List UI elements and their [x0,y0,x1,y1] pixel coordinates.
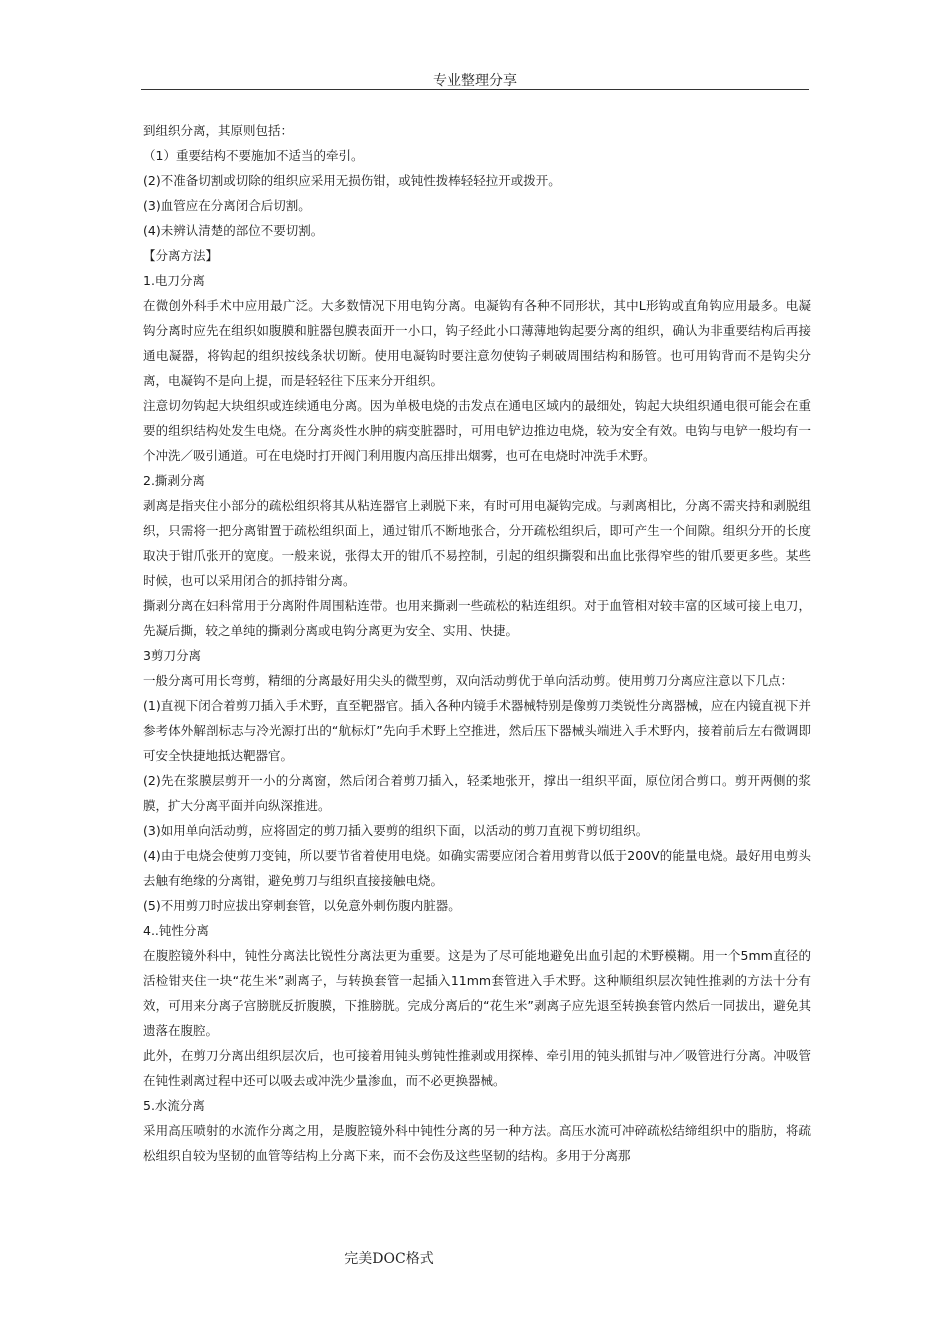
paragraph: (4)未辨认清楚的部位不要切割。 [143,223,324,238]
paragraph: (3)如用单向活动剪，应将固定的剪刀插入要剪的组织下面，以活动的剪刀直视下剪切组织。 [143,823,649,838]
paragraph: 一般分离可用长弯剪，精细的分离最好用尖头的微型剪，双向活动剪优于单向活动剪。使用剪刀分离应注意以下几点： [143,673,794,688]
paragraph: 此外，在剪刀分离出组织层次后，也可接着用钝头剪钝性推剥或用探棒、牵引用的钝头抓钳与冲／吸管进行分离。冲吸管在钝性剥离过程中还可以吸去或冲洗少量渗血，而不必更换器械。 [143,1048,811,1088]
paragraph: （1）重要结构不要施加不适当的牵引。 [143,148,364,163]
paragraph: 剥离是指夹住小部分的疏松组织将其从粘连器官上剥脱下来，有时可用电凝钩完成。与剥离相比，分离不需夹持和剥脱组织，只需将一把分离钳置于疏松组织面上，通过钳爪不断地张合，分开疏松组织后，即可产生一个间隙。组织分开的长度取决于钳爪张开的宽度。一般来说，张得太开的钳爪不易控制，引起的组织撕裂和出血比张得窄些的钳爪要更多些。某些时候，也可以采用闭合的抓持钳分离。 [143,498,811,588]
paragraph: (3)血管应在分离闭合后切割。 [143,198,311,213]
subsection-heading: 5.水流分离 [143,1098,205,1113]
document-body [143,118,811,1168]
paragraph: (4)由于电烧会使剪刀变钝，所以要节省着使用电烧。如确实需要应闭合着用剪背以低于200V的能量电烧。最好用电剪头去触有绝缘的分离钳，避免剪刀与组织直接接触电烧。 [143,848,811,888]
paragraph: (2)不准备切割或切除的组织应采用无损伤钳，或钝性拨棒轻轻拉开或拨开。 [143,173,561,188]
paragraph: 采用高压喷射的水流作分离之用，是腹腔镜外科中钝性分离的另一种方法。高压水流可冲碎疏松结缔组织中的脂肪，将疏松组织自较为坚韧的血管等结构上分离下来，而不会伤及这些坚韧的结构。多用于分离那 [143,1123,811,1163]
page-header-title: 专业整理分享 [433,73,517,89]
paragraph: (5)不用剪刀时应拔出穿刺套管，以免意外刺伤腹内脏器。 [143,898,461,913]
subsection-heading: 2.撕剥分离 [143,473,205,488]
paragraph: 在微创外科手术中应用最广泛。大多数情况下用电钩分离。电凝钩有各种不同形状，其中L形钩或直角钩应用最多。电凝钩分离时应先在组织如腹膜和脏器包膜表面开一小口，钩子经此小口薄薄地钩起要分离的组织，确认为非重要结构后再接通电凝器，将钩起的组织按线条状切断。使用电凝钩时要注意勿使钩子刺破周围结构和肠管。也可用钩背而不是钩尖分离，电凝钩不是向上提，而是轻轻往下压来分开组织。 [143,298,811,388]
subsection-heading: 4..钝性分离 [143,923,209,938]
page-footer-text: 完美DOC格式 [344,1251,434,1267]
paragraph: 注意切勿钩起大块组织或连续通电分离。因为单极电烧的击发点在通电区域内的最细处，钩起大块组织通电很可能会在重要的组织结构处发生电烧。在分离炎性水肿的病变脏器时，可用电铲边推边电烧，较为安全有效。电钩与电铲一般均有一个冲洗／吸引通道。可在电烧时打开阀门利用腹内高压排出烟雾，也可在电烧时冲洗手术野。 [143,398,811,463]
header-divider [141,89,809,90]
paragraph: 在腹腔镜外科中，钝性分离法比锐性分离法更为重要。这是为了尽可能地避免出血引起的术野模糊。用一个5mm直径的活检钳夹住一块“花生米”剥离子，与转换套管一起插入11mm套管进入手术野。这种顺组织层次钝性推剥的方法十分有效，可用来分离子宫膀胱反折腹膜，下推膀胱。完成分离后的“花生米”剥离子应先退至转换套管内然后一同拔出，避免其遗落在腹腔。 [143,948,811,1038]
paragraph: (1)直视下闭合着剪刀插入手术野，直至靶器官。插入各种内镜手术器械特别是像剪刀类锐性分离器械，应在内镜直视下并参考体外解剖标志与冷光源打出的“航标灯”先向手术野上空推进，然后压下器械头端进入手术野内，接着前后左右微调即可安全快捷地抵达靶器官。 [143,698,811,763]
paragraph: (2)先在浆膜层剪开一小的分离窗，然后闭合着剪刀插入，轻柔地张开，撑出一组织平面，原位闭合剪口。剪开两侧的浆膜，扩大分离平面并向纵深推进。 [143,773,811,813]
paragraph: 到组织分离，其原则包括： [143,123,294,138]
subsection-heading: 3剪刀分离 [143,648,201,663]
paragraph: 撕剥分离在妇科常用于分离附件周围粘连带。也用来撕剥一些疏松的粘连组织。对于血管相对较丰富的区域可接上电刀，先凝后撕，较之单纯的撕剥分离或电钩分离更为安全、实用、快捷。 [143,598,811,638]
section-heading: 【分离方法】 [143,248,219,263]
subsection-heading: 1.电刀分离 [143,273,205,288]
